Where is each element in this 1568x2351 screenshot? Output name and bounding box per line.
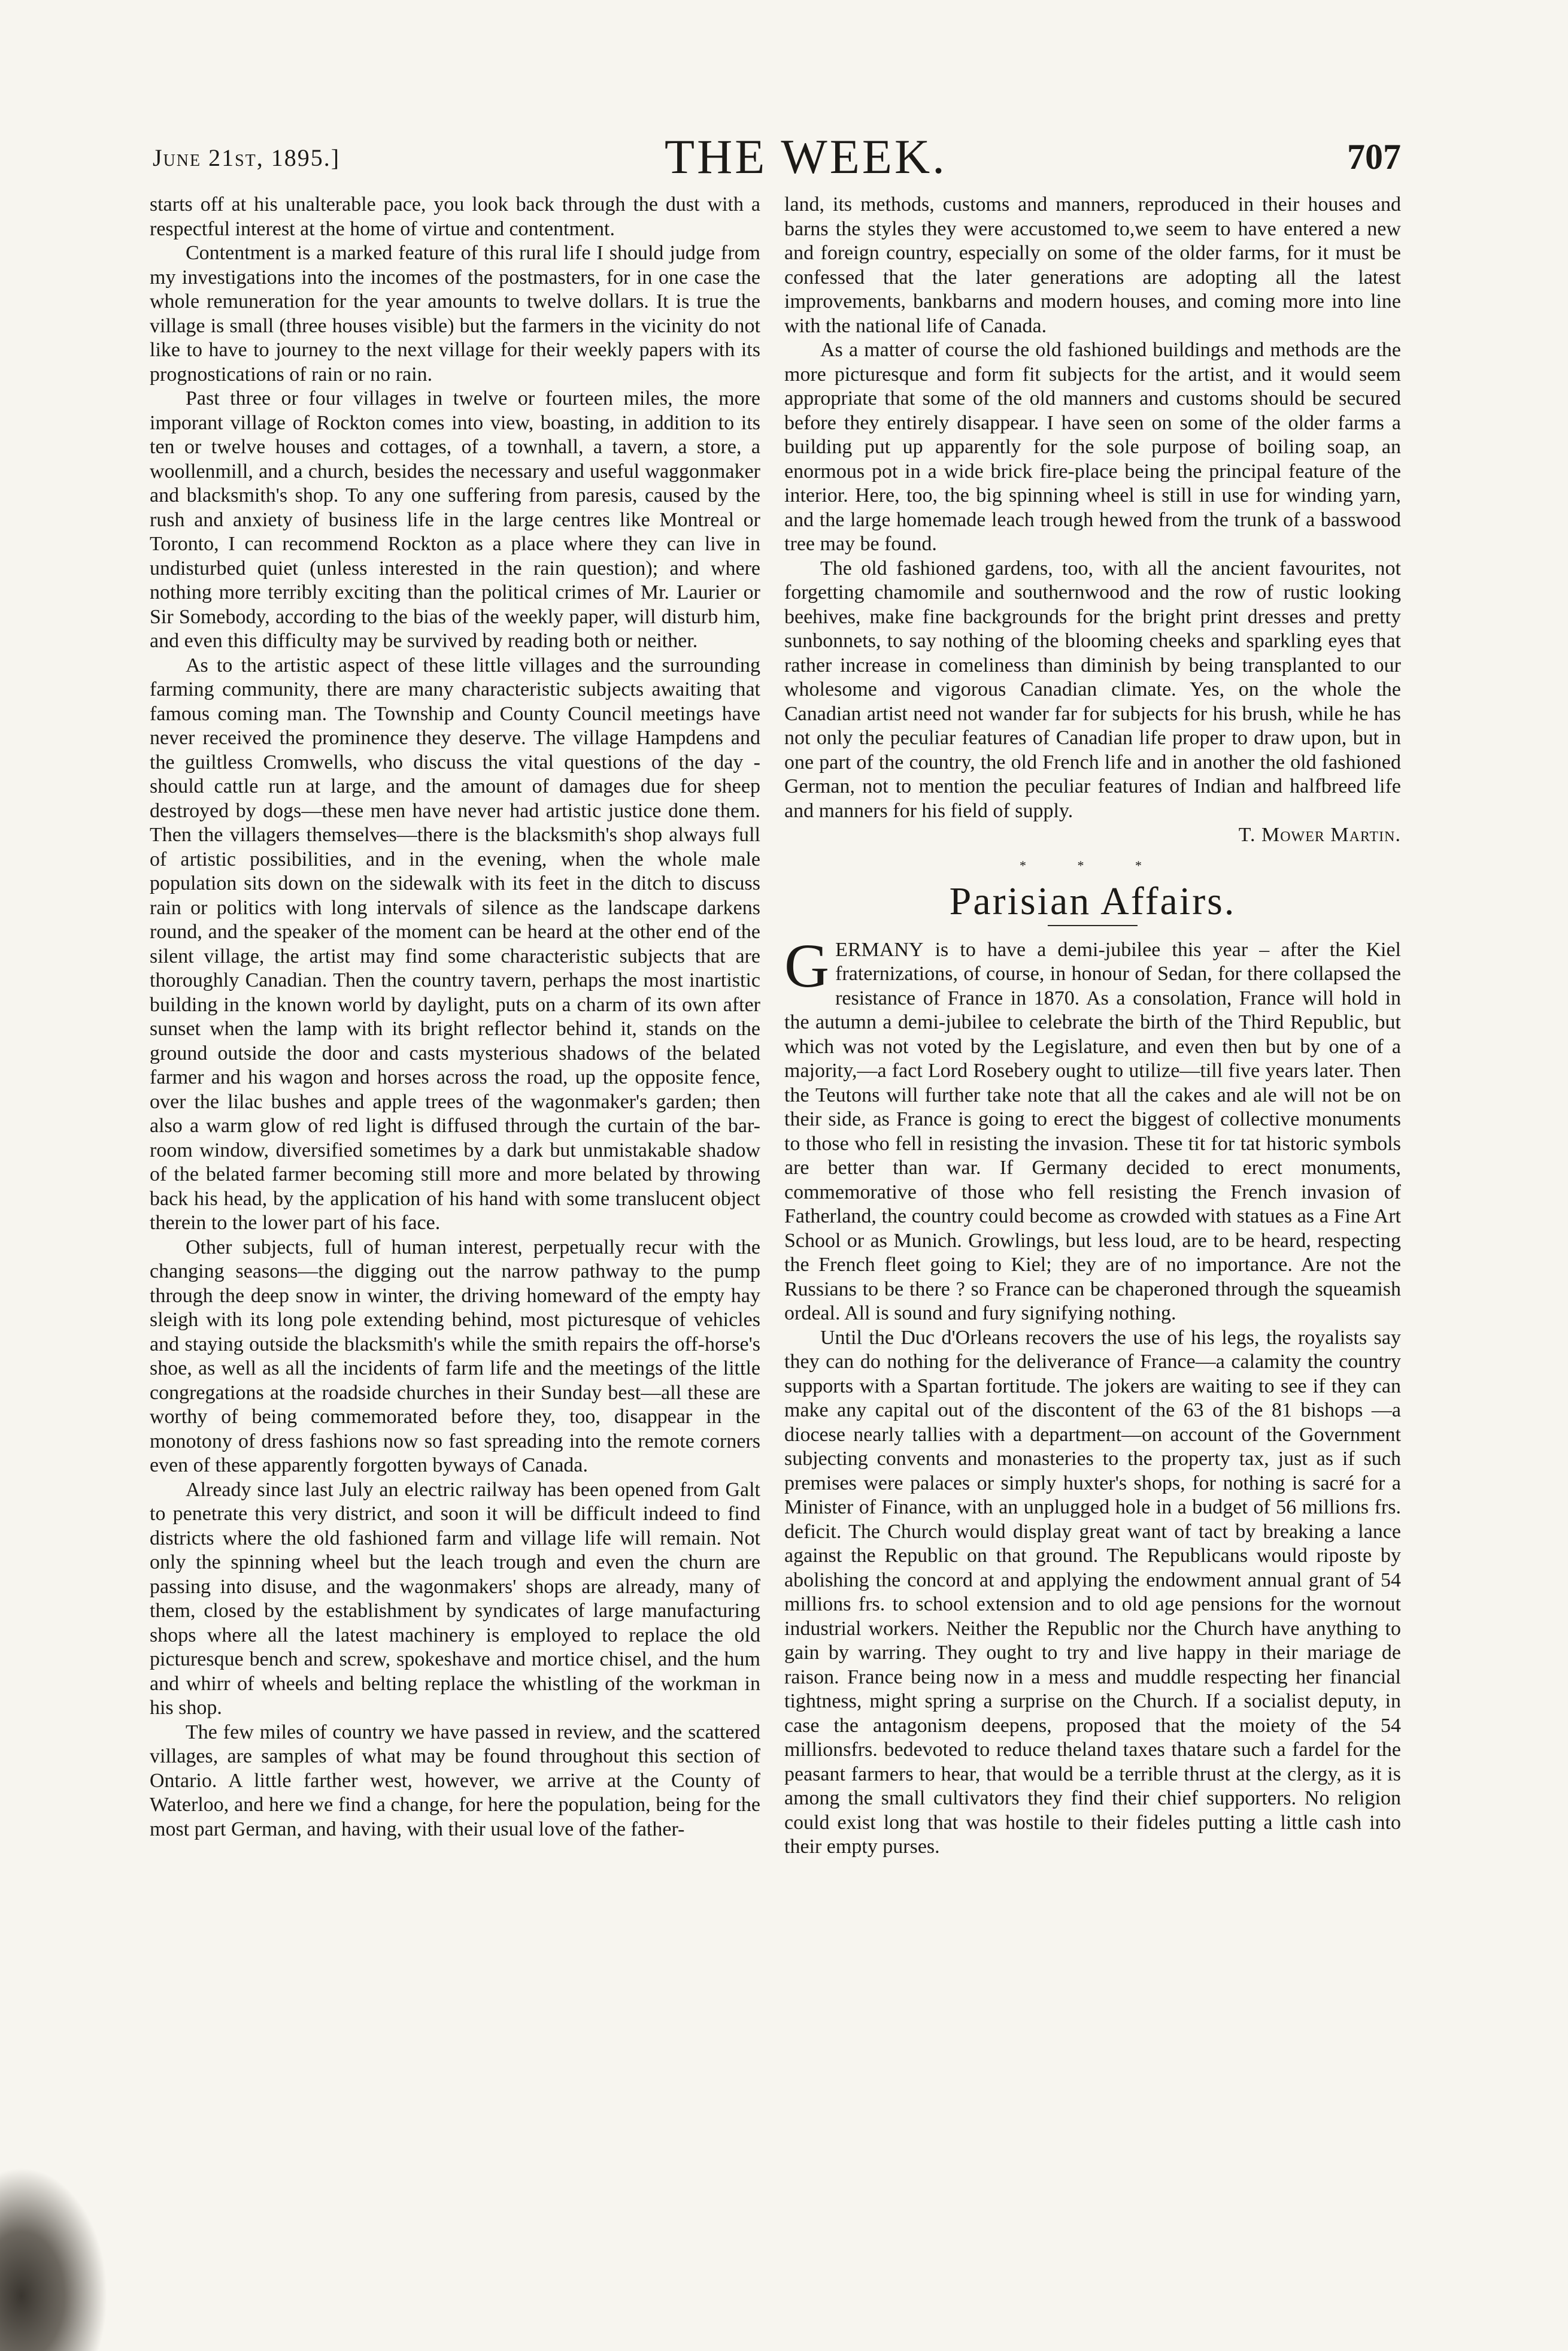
paragraph: Already since last July an electric railway has been opened from Galt to penetrate this very district, and soon it will be difficult indeed to find districts where the old fashioned farm and village life will remain. Not only the spinning wheel but the leach trough and even the churn are passing into disuse, and the wagonmakers' shops are already, many of them, closed by the establishment by syndicates of large manufacturing shops where all the latest machinery is employed to replace the old picturesque bench and screw, spokeshave and mortice chisel, and the hum and whirr of wheels and belting replace the whistling of the workman in his shop. bbox=[150, 1478, 760, 1719]
paragraph: The old fashioned gardens, too, with all the ancient favourites, not forgetting chamomile and southernwood and the row of rustic looking beehives, make fine backgrounds for the bright print dresses and pretty sunbonnets, to say nothing of the blooming cheeks and sparkling eyes that rather increase in comeliness than diminish by being transplanted to our wholesome and vigorous Canadian climate. Yes, on the whole the Canadian artist need not wander far for subjects for his brush, while he has not only the peculiar features of Canadian life proper to draw upon, but in one part of the country, the old French life and in another the old fashioned German, not to mention the peculiar features of Indian and halfbreed life and manners for his field of supply. bbox=[784, 557, 1401, 822]
right-column bbox=[784, 193, 1401, 1859]
page-number: 707 bbox=[1347, 137, 1401, 177]
paragraph: The few miles of country we have passed in review, and the scattered villages, are samples of what may be found throughout this section of Ontario. A little farther west, however, we arrive at the County of Waterloo, and here we find a change, for here the population, being for the most part German, and having, with their usual love of the father- bbox=[150, 1721, 760, 1840]
paragraph: Contentment is a marked feature of this rural life I should judge from my investigations into the incomes of the postmasters, for in one case the whole remuneration for the year amounts to twelve dollars. It is true the village is small (three houses visible) but the farmers in the vicinity do not like to have to journey to the next village for their weekly papers with its prognostications of rain or no rain. bbox=[150, 242, 760, 386]
paragraph: As to the artistic aspect of these little villages and the surrounding farming community, there are many characteristic subjects awaiting that famous coming man. The Township and County Council meetings have never received the prominence they deserve. The village Hampdens and the guiltless Cromwells, who discuss the vital questions of the day - should cattle run at large, and the amount of damages due for sheep destroyed by dogs—these men have never had artistic justice done them. Then the villagers themselves—there is the blacksmith's shop always full of artistic possibilities, and in the evening, when the whole male population sits down on the sidewalk with its feet in the ditch to discuss rain or politics with long intervals of silence as the landscape darkens round, and the speaker of the moment can be heard at the other end of the silent village, the artist may find some characteristic subjects that are thoroughly Canadian. Then the country tavern, perhaps the most inartistic building in the known world by daylight, puts on a charm of its own after sunset when the lamp with its bright reflector behind it, stands on the ground outside the door and casts mysterious shadows of the belated farmer and his wagon and horses across the road, up the opposite fence, over the lilac bushes and apple trees of the wagonmaker's garden; then also a warm glow of red light is diffused through the curtain of the bar-room window, diversified sometimes by a dark but unmistakable shadow of the belated farmer becoming still more and more belated by throwing back his head, by the application of his hand with some translucent object therein to the lower part of his face. bbox=[150, 654, 760, 1234]
page-header bbox=[0, 0, 1568, 198]
section-title: Parisian Affairs. bbox=[949, 879, 1236, 923]
left-column bbox=[150, 193, 760, 1842]
page-damage-mark bbox=[0, 2167, 108, 2351]
paragraph: Until the Duc d'Orleans recovers the use of his legs, the royalists say they can do nothing for the deliverance of France—a calamity the country supports with a Spartan fortitude. The jokers are waiting to see if they can make any capital out of the discontent of the 63 of the 81 bishops —a diocese nearly tallies with a department—on account of the Government subjecting convents and monasteries to the property tax, just as if such premises were palaces or simply huxter's shops, for nothing is sacré for a Minister of Finance, with an unplugged hole in a budget of 56 millions frs. deficit. The Church would display great want of tact by breaking a lance against the Republic on that ground. The Republicans would riposte by abolishing the concord at and applying the endowment annual grant of 54 millions frs. to school extension and to old age pensions for the wornout industrial workers. Neither the Republic nor the Church have anything to gain by warring. They ought to try and live happy in their mariage de raison. France being now in a mess and muddle respecting her financial tightness, might spring a surprise on the Church. If a socialist deputy, in case the antagonism deepens, proposed that the moiety of the 54 millionsfrs. bedevoted to reduce theland taxes thatare such a fardel for the peasant farmers to hear, that would be a terrible thrust at the clergy, as it is among the small cultivators they find their chief supporters. No religion could exist long that was hostile to their fideles putting a little cash into their empty purses. bbox=[784, 1326, 1401, 1858]
drop-cap: G bbox=[784, 931, 830, 1000]
paragraph: starts off at his unalterable pace, you look back through the dust with a respectful interest at the home of virtue and contentment. bbox=[150, 193, 760, 240]
first-paragraph-text: is to have a demi-jubilee this year – after the Kiel fraternizations, of course, in honour of Sedan, for there collapsed the resistance of France in 1870. As a consolation, France will hold in the autumn a demi-jubilee to celebrate the birth of the Third Republic, but which was not voted by the Legislature, and even then but by one of a majority,—a fact Lord Rosebery ought to utilize—till five years later. Then the Teutons will further take note that all the cakes and ale will not be on their side, as France is going to erect the biggest of collective monuments to those who fell in resisting the invasion. These tit for tat historic symbols are better than war. If Germany decided to erect monuments, commemorative of those who fell resisting the French invasion of Fatherland, the country could become as crowded with statues as a Fine Art School or as Munich. Growlings, but less loud, are to be heard, respecting the French fleet going to Kiel; they are of no importance. Are not the Russians to be there ? so France can be chaperoned through the squeamish ordeal. All is sound and fury signifying nothing. bbox=[784, 938, 1401, 1324]
author-byline: T. Mower Martin. bbox=[1238, 824, 1401, 846]
section-separator: * * * bbox=[1020, 857, 1166, 873]
title-rule bbox=[1048, 925, 1138, 926]
paragraph: land, its methods, customs and manners, reproduced in their houses and barns the styles they were accustomed to,we seem to have entered a new and foreign country, especially on some of the older farms, for it must be confessed that the later generations are adopting all the latest improvements, bankbarns and modern houses, and coming more into line with the national life of Canada. bbox=[784, 193, 1401, 337]
paragraph: As a matter of course the old fashioned buildings and methods are the more picturesque and form fit subjects for the artist, and it would seem appropriate that some of the old manners and customs should be secured before they entirely disappear. I have seen on some of the older farms a building put up apparently for the sole purpose of boiling soap, an enormous pot in a wide brick fire-place being the principal feature of the interior. Here, too, the big spinning wheel is still in use for winding yarn, and the large homemade leach trough hewed from the trunk of a basswood tree may be found. bbox=[784, 339, 1401, 555]
masthead-title: THE WEEK. bbox=[665, 129, 947, 184]
section-first-paragraph bbox=[784, 931, 1401, 1326]
issue-date: June 21st, 1895.] bbox=[153, 144, 341, 171]
paragraph: Other subjects, full of human interest, perpetually recur with the changing seasons—the digging out the narrow pathway to the pump through the deep snow in winter, the driving homeward of the empty hay sleigh with its long pole extending behind, most picturesque of vehicles and staying outside the blacksmith's while the smith repairs the off-horse's shoe, as well as all the incidents of farm life and the meetings of the little congregations at the roadside churches in their Sunday best—all these are worthy of being commemorated before they, too, disappear in the monotony of dress fashions now so fast spreading into the remote corners even of these apparently forgotten byways of Canada. bbox=[150, 1236, 760, 1476]
paragraph: Past three or four villages in twelve or fourteen miles, the more imporant village of Rockton comes into view, boasting, in addition to its ten or twelve houses and cottages, of a townhall, a tavern, a store, a woollenmill, and a church, besides the necessary and useful waggonmaker and blacksmith's shop. To any one suffering from paresis, caused by the rush and anxiety of business life in the large centres like Montreal or Toronto, I can recommend Rockton as a place where they can live in undisturbed quiet (unless interested in the rain question); and where nothing more terribly exciting than the political crimes of Mr. Laurier or Sir Somebody, according to the bias of the weekly paper, will disturb him, and even this difficulty may be survived by reading both or neither. bbox=[150, 387, 760, 652]
first-word-rest: ERMANY bbox=[835, 938, 924, 961]
